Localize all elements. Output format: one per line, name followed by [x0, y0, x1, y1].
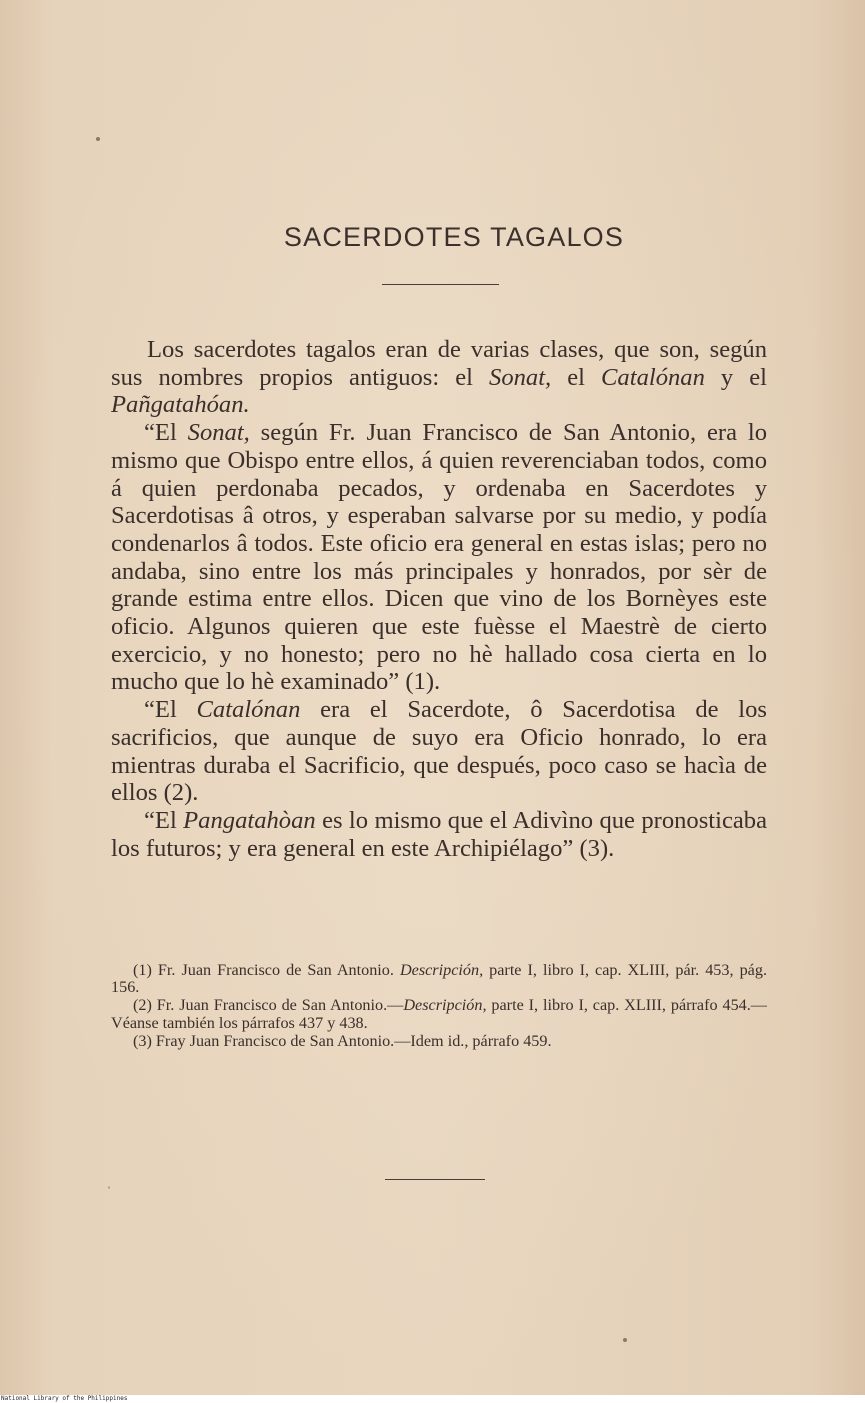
title-rule: [382, 284, 499, 285]
paper-speck: [108, 1186, 110, 1189]
footer-credit: National Library of the Philippines: [1, 1395, 128, 1402]
text-run: es lo mismo que el Adivìno que pronosticaba los futuros; y era general en este Archipiélago” (3).: [111, 806, 767, 862]
footnotes: [111, 962, 767, 1050]
italic-term: Pangatahòan: [183, 806, 316, 834]
text-run: parte I, libro I, cap. XLIII, pár. 453, pág. 156.: [111, 961, 767, 997]
paragraph-4: [111, 807, 767, 862]
page-title: SACERDOTES TAGALOS: [283, 222, 625, 252]
paragraph-2: [111, 419, 767, 696]
main-text: [111, 336, 767, 862]
text-run: “El: [144, 806, 184, 834]
text-run: (3) Fray Juan Francisco de San Antonio.—Idem id., párrafo 459.: [133, 1031, 552, 1050]
scan-footer: [0, 1395, 865, 1403]
footnote-2: [111, 997, 767, 1031]
text-run: y el: [704, 363, 768, 391]
italic-term: Catalónan: [196, 696, 301, 724]
text-run: “El: [144, 419, 188, 447]
italic-term: Descripción,: [403, 996, 487, 1015]
italic-term: Sonat,: [489, 363, 552, 391]
text-run: “El: [144, 696, 197, 724]
text-run: Los sacerdotes tagalos eran de varias clases, que son, según sus nombres propios antiguos: el: [111, 336, 767, 391]
italic-term: Catalónan: [601, 363, 705, 391]
paper-speck: [623, 1338, 627, 1342]
text-run: (2) Fr. Juan Francisco de San Antonio.—: [133, 996, 404, 1015]
paragraph-1: [111, 336, 767, 419]
end-rule: [385, 1179, 485, 1180]
text-run: era el Sacerdote, ô Sacerdotisa de los sacrificios, que aunque de suyo era Oficio honrado, lo era mientras duraba el Sacrificio, que después, poco caso se hacìa de ellos (2).: [111, 696, 767, 807]
paper-speck: [96, 137, 100, 141]
text-run: según Fr. Juan Francisco de San Antonio, era lo mismo que Obispo entre ellos, á quien reverenciaban todos, como á quien perdonaba pecados, y ordenaba en Sacerdotes y Sacerdotisas â otros, y esperaban salvarse por su medio, y podía condenarlos â todos. Este oficio era general en estas islas; pero no andaba, sino entre los más principales y honrados, por sèr de grande estima entre ellos. Dicen que vino de los Bornèyes este oficio. Algunos quieren que este fuèsse el Maestrè de cierto exercicio, y no honesto; pero no hè hallado cosa cierta en lo mucho que lo hè examinado” (1).: [111, 419, 767, 696]
footnote-1: [111, 962, 767, 996]
italic-term: Pañgatahóan.: [111, 391, 250, 419]
text-run: (1) Fr. Juan Francisco de San Antonio.: [133, 961, 400, 979]
italic-term: Sonat,: [187, 419, 250, 447]
footnote-3: [111, 1033, 767, 1050]
paragraph-3: [111, 696, 767, 807]
text-run: parte I, libro I, cap. XLIII, párrafo 454.—Véanse también los párrafos 437 y 438.: [111, 996, 767, 1032]
text-run: el: [551, 363, 602, 391]
italic-term: Descripción,: [399, 961, 484, 979]
